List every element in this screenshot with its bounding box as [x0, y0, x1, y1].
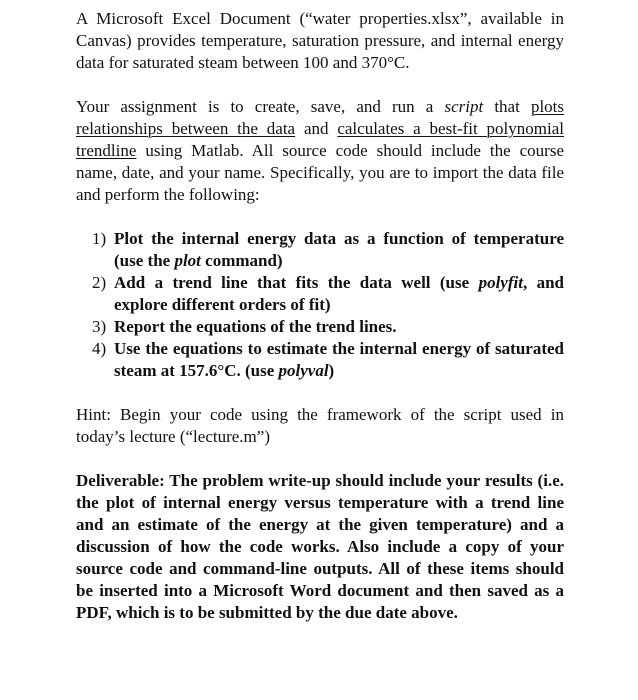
task-text-part: command): [200, 251, 283, 270]
assignment-text-4: using Matlab. All source code should include the course name, date, and your name. Specifically, you are to import the data file and perform the following:: [76, 141, 564, 204]
assignment-script-emphasis: script: [444, 97, 484, 116]
assignment-underline-plots: plots relationships between the data: [76, 97, 564, 138]
task-text: [114, 339, 564, 380]
assignment-text-3: and: [295, 119, 338, 138]
task-item: [76, 272, 564, 316]
deliverable-paragraph: Deliverable: The problem write-up should include your results (i.e. the plot of internal energy versus temperature with a trend line and an estimate of the energy at the given temperature) and a discussion of how the code works. Also include a copy of your source code and command-line outputs. All of these items should be inserted into a Microsoft Word document and then saved as a PDF, which is to be submitted by the due date above.: [76, 471, 564, 622]
task-command-emphasis: plot: [174, 251, 201, 270]
task-text-part: Plot the internal energy data as a function of temperature (use the: [114, 229, 564, 270]
assignment-document: [76, 8, 564, 624]
task-number: 4): [92, 339, 107, 358]
task-item: [76, 228, 564, 272]
task-text-part: , and explore different orders of fit): [114, 273, 564, 314]
assignment-underline-trendline: calculates a best-fit polynomial trendline: [76, 119, 564, 160]
task-text-part: Use the equations to estimate the internal energy of saturated steam at 157.6°C. (use: [114, 339, 564, 380]
task-text-part: ): [328, 361, 335, 380]
assignment-text-2: that: [483, 97, 531, 116]
assignment-text-1: Your assignment is to create, save, and run a: [76, 97, 445, 116]
assignment-paragraph: [76, 96, 564, 206]
task-number: 2): [92, 273, 107, 292]
task-number: 3): [92, 317, 107, 336]
hint-paragraph: Hint: Begin your code using the framework of the script used in today’s lecture (“lecture.m”): [76, 405, 564, 446]
task-text-part: Report the equations of the trend lines.: [114, 317, 397, 336]
task-number: 1): [92, 229, 107, 248]
task-text-part: Add a trend line that fits the data well (use: [114, 273, 479, 292]
task-list: [76, 228, 564, 382]
intro-paragraph: A Microsoft Excel Document (“water properties.xlsx”, available in Canvas) provides temperature, saturation pressure, and internal energy data for saturated steam between 100 and 370°C.: [76, 9, 564, 72]
task-item: [76, 338, 564, 382]
task-text: [114, 229, 564, 270]
task-item: [76, 316, 564, 338]
task-command-emphasis: polyfit: [478, 273, 523, 292]
task-text: [114, 317, 397, 336]
task-command-emphasis: polyval: [278, 361, 329, 380]
task-text: [114, 273, 564, 314]
